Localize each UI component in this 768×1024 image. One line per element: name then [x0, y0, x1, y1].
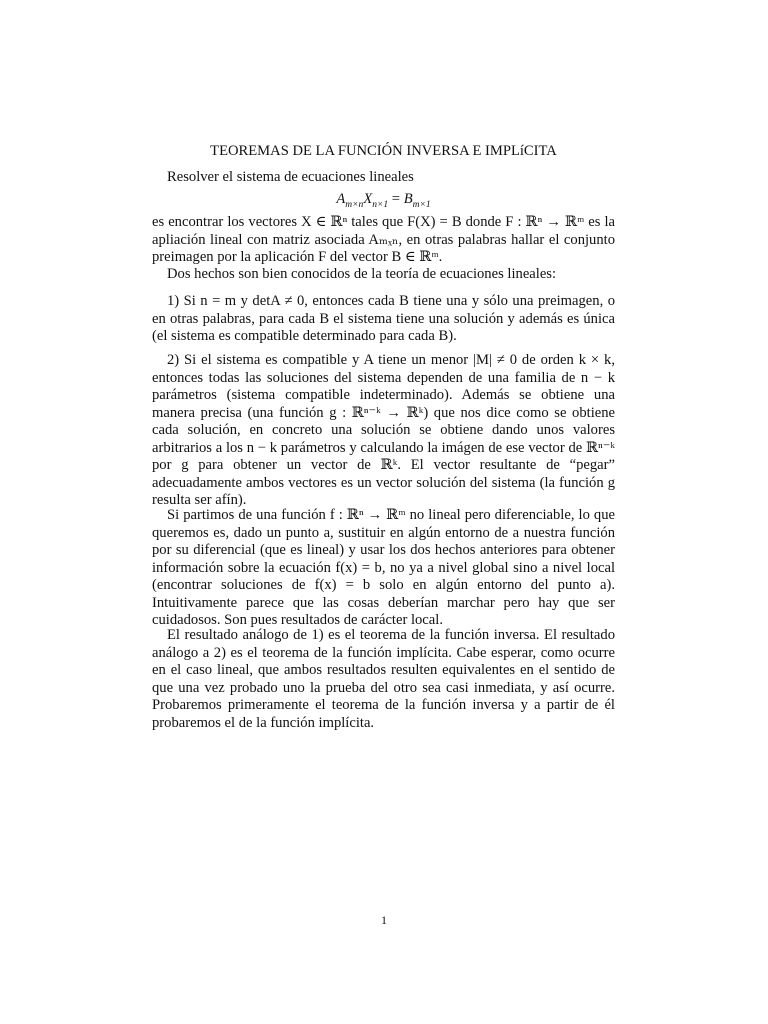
- page-title: TEOREMAS DE LA FUNCIÓN INVERSA E IMPLíCITA: [210, 143, 557, 159]
- intro-paragraph: Resolver el sistema de ecuaciones lineales: [167, 169, 414, 185]
- eq-a: A: [336, 191, 346, 207]
- equation: [152, 191, 615, 209]
- eq-equals: =: [388, 191, 404, 207]
- paragraph-fact-2: 2) Si el sistema es compatible y A tiene un menor |M| ≠ 0 de orden k × k, entonces todas las soluciones del sistema dependen de una familia de n − k parámetros (sistema compatible indeterminado). Además se obtiene una manera precisa (una función g : ℝⁿ⁻ᵏ → ℝᵏ) que nos dice como se obtiene cada solución, en concreto una solución se obtiene dando unos valores arbitrarios a los n − k parámetros y calculando la imágen de ese vector de ℝⁿ⁻ᵏ por g para obtener un vector de ℝᵏ. El vector resultante de “pegar” adecuadamente ambos vectores es un vector solución del sistema (la función g resulta ser afín).: [152, 352, 615, 508]
- paragraph-definition: es encontrar los vectores X ∈ ℝⁿ tales que F(X) = B donde F : ℝⁿ → ℝᵐ es la apliación lineal con matriz asociada Aₘₓₙ, en otras palabras hallar el conjunto preimagen por la aplicación F del vector B ∈ ℝᵐ.: [152, 214, 615, 265]
- paragraph-facts: Dos hechos son bien conocidos de la teoría de ecuaciones lineales:: [167, 266, 557, 282]
- eq-b-sub: m×1: [412, 199, 431, 210]
- eq-x-sub: n×1: [372, 199, 389, 210]
- page-number: 1: [381, 913, 387, 927]
- eq-a-sub: m×n: [345, 199, 364, 210]
- eq-x: X: [363, 191, 373, 207]
- paragraph-results: El resultado análogo de 1) es el teorema de la función inversa. El resultado análogo a 2) es el teorema de la función implícita. Cabe esperar, como ocurre en el caso lineal, que ambos resultados resulten equivalentes en el sentido de que una vez probado uno la prueba del otro sea casi inmediata, y así ocurre. Probaremos primeramente el teorema de la función inversa y a partir de él probaremos el de la función implícita.: [152, 627, 615, 731]
- eq-b: B: [403, 191, 413, 207]
- paragraph-nonlinear: Si partimos de una función f : ℝⁿ → ℝᵐ no lineal pero diferenciable, lo que queremos es, dado un punto a, sustituir en algún entorno de a nuestra función por su diferencial (que es lineal) y usar los dos hechos anteriores para obtener información sobre la ecuación f(x) = b, no ya a nivel global sino a nivel local (encontrar soluciones de f(x) = b solo en algún entorno del punto a). Intuitivamente parece que las cosas deberían marchar pero hay que ser cuidadosos. Son pues resultados de carácter local.: [152, 507, 615, 628]
- paragraph-fact-1: 1) Si n = m y detA ≠ 0, entonces cada B tiene una y sólo una preimagen, o en otras palabras, para cada B el sistema tiene una solución y además es única (el sistema es compatible determinado para cada B).: [152, 293, 615, 344]
